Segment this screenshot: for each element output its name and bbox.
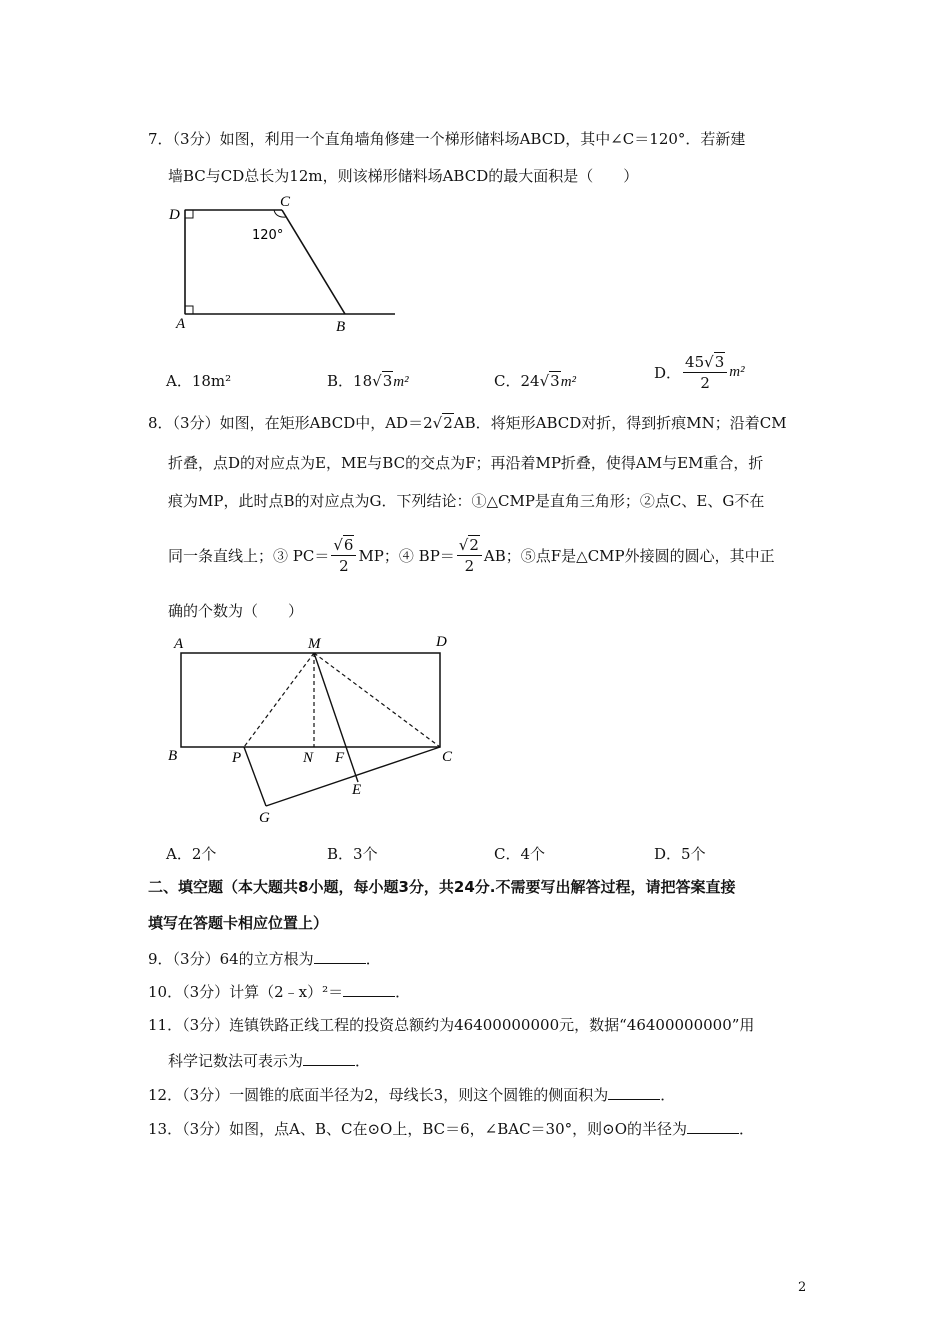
q8-figure	[160, 628, 470, 828]
q8-label-c: C	[442, 749, 453, 765]
q7-label-c: C	[280, 194, 291, 210]
q8-label-e: E	[352, 782, 362, 798]
q7-line1: 7．（3分）如图，利用一个直角墙角修建一个梯形储料场ABCD，其中∠C＝120°．若新建	[148, 130, 746, 148]
q8-label-g: G	[259, 810, 270, 826]
q10: 10．（3分）计算（2﹣x）²＝ ．	[148, 983, 411, 1001]
q9: 9．（3分）64的立方根为 ．	[148, 950, 381, 968]
q7-figure	[160, 192, 410, 337]
q8-line5: 确的个数为（ ）	[168, 602, 304, 620]
q7-option-b: B．18√3m²	[327, 372, 409, 390]
q8-line3: 痕为MP，此时点B的对应点为G．下列结论：①△CMP是直角三角形；②点C、E、G不在	[168, 492, 765, 510]
q8-label-d: D	[436, 634, 447, 650]
q8-label-b: B	[168, 748, 178, 764]
q8-option-d: D．5个	[654, 845, 706, 863]
q11-line2: 科学记数法可表示为 ．	[168, 1052, 371, 1070]
q7-option-c: C．24√3m²	[494, 372, 577, 390]
q8-label-n: N	[303, 750, 314, 766]
q8-line4: 同一条直线上；③ PC＝ $\frac{√6}{2}$ MP；④ BP＝ $\frac{√2}{2}$ AB；⑤点F是△CMP外接圆的圆心，其中正	[168, 536, 775, 575]
q7-angle-label: 120°	[252, 228, 284, 243]
q10-answer-blank	[343, 982, 395, 997]
q8-line2: 折叠，点D的对应点为E，ME与BC的交点为F；再沿着MP折叠，使得AM与EM重合，折	[168, 454, 764, 472]
q8-option-c: C．4个	[494, 845, 546, 863]
q7-label-a: A	[176, 316, 186, 332]
q11-line1: 11．（3分）连镇铁路正线工程的投资总额约为46400000000元，数据“46400000000”用	[148, 1016, 755, 1034]
q8-label-p: P	[232, 750, 242, 766]
q8-label-f: F	[335, 750, 345, 766]
q9-answer-blank	[314, 949, 366, 964]
q7-label-b: B	[336, 319, 346, 335]
q13: 13．（3分）如图，点A、B、C在⊙O上，BC＝6，∠BAC＝30°，则⊙O的半径为 ．	[148, 1120, 755, 1138]
q8-option-b: B．3个	[327, 845, 378, 863]
section2-heading-line1: 二、填空题（本大题共8小题，每小题3分，共24分.不需要写出解答过程，请把答案直接	[148, 878, 736, 896]
q8-label-m: M	[308, 636, 321, 652]
q7-option-d: D． $\frac{45√3}{2}$ m²	[654, 353, 745, 392]
section2-heading-line2: 填写在答题卡相应位置上）	[148, 914, 329, 932]
page-number: 2	[798, 1280, 807, 1295]
q12: 12．（3分）一圆锥的底面半径为2，母线长3，则这个圆锥的侧面积为 ．	[148, 1086, 676, 1104]
q7-label-d: D	[169, 207, 180, 223]
q8-label-a: A	[174, 636, 184, 652]
q12-answer-blank	[608, 1085, 660, 1100]
q8-option-a: A．2个	[166, 845, 217, 863]
q7-option-a: A．18m²	[166, 372, 232, 390]
q7-line2: 墙BC与CD总长为12m，则该梯形储料场ABCD的最大面积是（ ）	[168, 167, 639, 185]
q13-answer-blank	[687, 1119, 739, 1134]
q11-answer-blank	[303, 1051, 355, 1066]
q8-line1: 8．（3分）如图，在矩形ABCD中，AD＝2√2AB．将矩形ABCD对折，得到折痕MN；沿着CM	[148, 414, 787, 432]
